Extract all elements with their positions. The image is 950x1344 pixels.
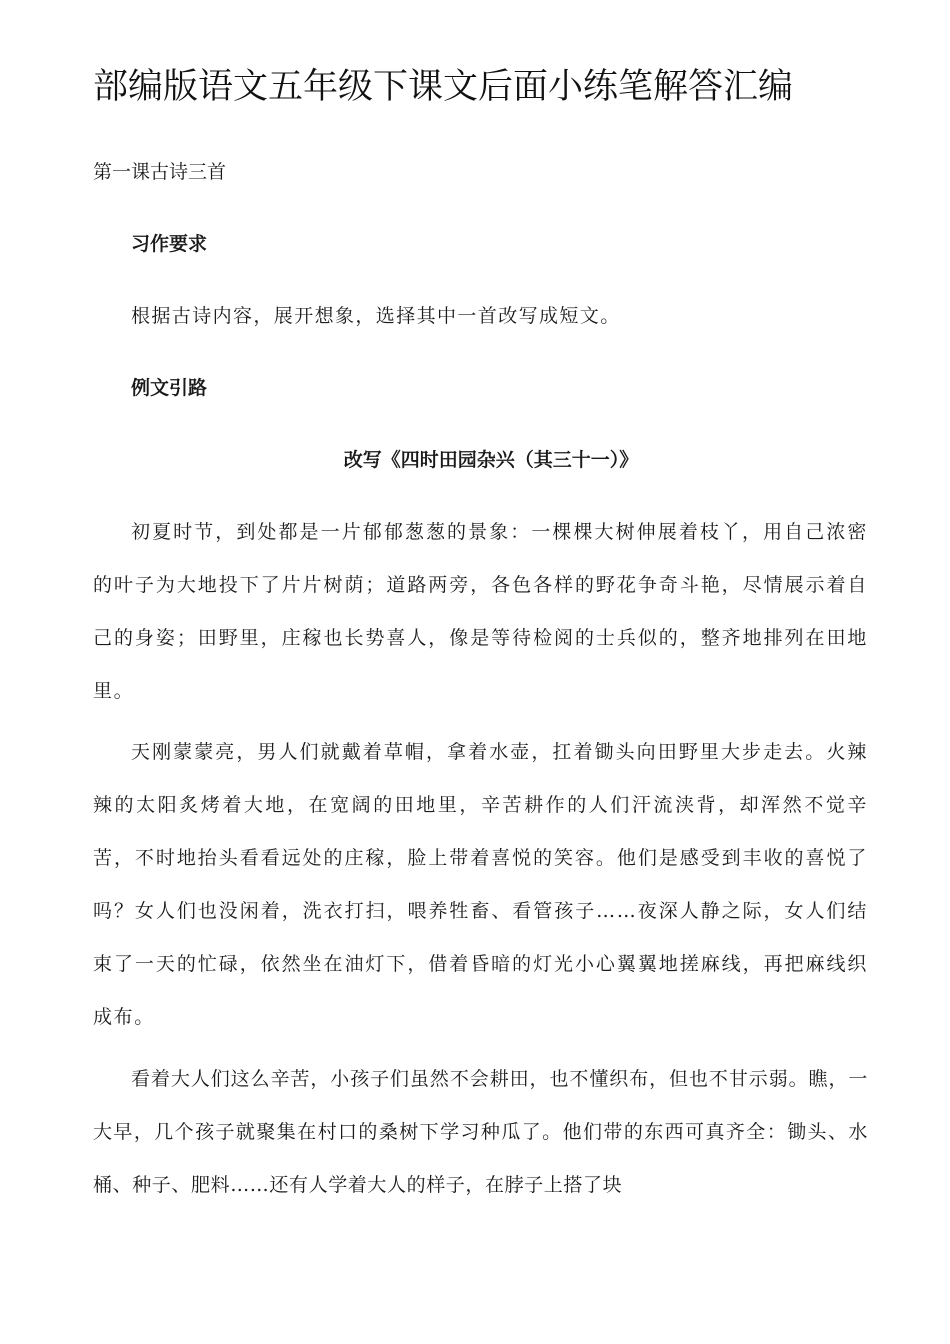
- lesson-title: 第一课古诗三首: [93, 161, 227, 183]
- essay-title: 改写《四时田园杂兴（其三十一）》: [343, 449, 639, 471]
- essay-paragraph-2: 天刚蒙蒙亮，男人们就戴着草帽，拿着水壶，扛着锄头向田野里大步走去。火辣辣的太阳炙烤着大地，在宽阔的田地里，辛苦耕作的人们汗流浃背，却浑然不觉辛苦，不时地抬头看看远处的庄稼，脸上带着喜悦的笑容。他们是感受到丰收的喜悦了吗？女人们也没闲着，洗衣打扫，喂养牲畜、看管孩子……夜深人静之际，女人们结束了一天的忙碌，依然坐在油灯下，借着昏暗的灯光小心翼翼地搓麻线，再把麻线织成布。: [93, 741, 868, 1028]
- requirement-heading: 习作要求: [131, 233, 208, 255]
- essay-paragraph-3: 看着大人们这么辛苦，小孩子们虽然不会耕田，也不懂织布，但也不甘示弱。瞧，一大早，几个孩子就聚集在村口的桑树下学习种瓜了。他们带的东西可真齐全：锄头、水桶、种子、肥料……还有人学着大人的样子，在脖子上搭了块: [93, 1068, 868, 1196]
- requirement-text: 根据古诗内容，展开想象，选择其中一首改写成短文。: [131, 305, 621, 327]
- document-title: 部编版语文五年级下课文后面小练笔解答汇编: [93, 67, 794, 107]
- example-heading: 例文引路: [131, 377, 208, 399]
- essay-paragraph-1: 初夏时节，到处都是一片郁郁葱葱的景象：一棵棵大树伸展着枝丫，用自己浓密的叶子为大地投下了片片树荫；道路两旁，各色各样的野花争奇斗艳，尽情展示着自己的身姿；田野里，庄稼也长势喜人，像是等待检阅的士兵似的，整齐地排列在田地里。: [93, 521, 868, 702]
